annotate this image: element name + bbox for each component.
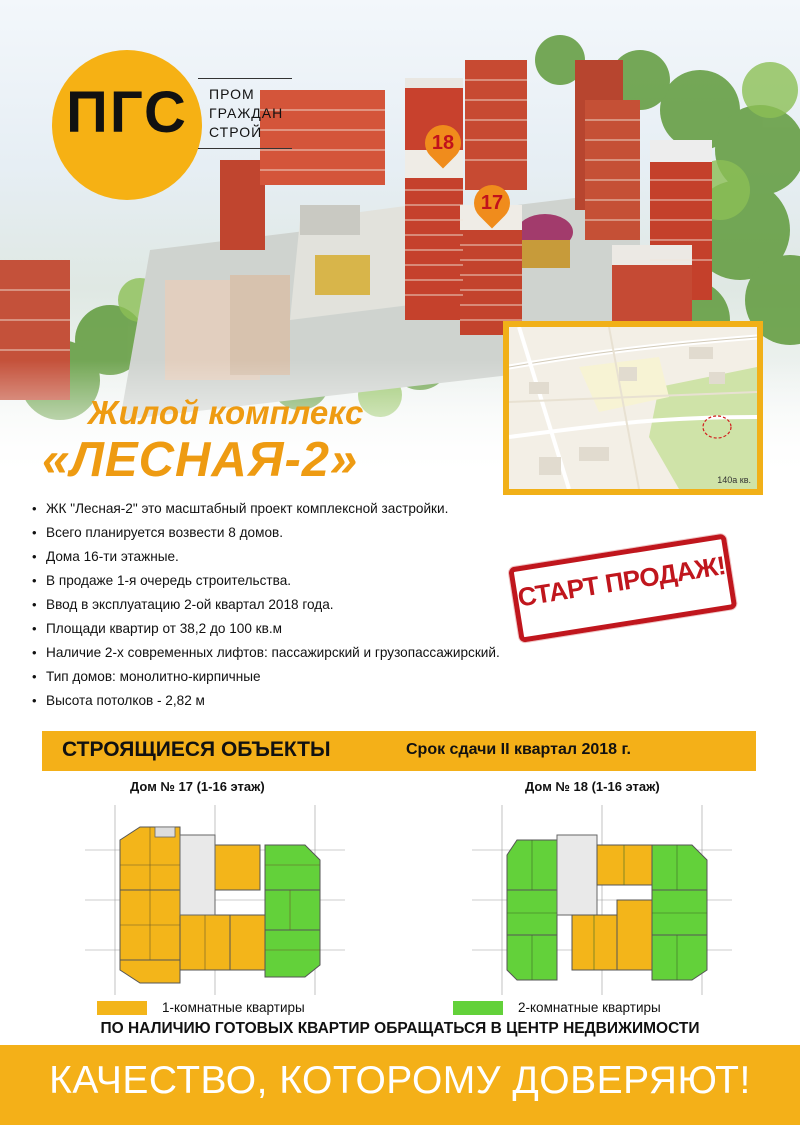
list-item: • Наличие 2-х современных лифтов: пассажирский и грузопассажирский. xyxy=(30,642,500,666)
logo-rule-top xyxy=(198,78,292,79)
map-drawing xyxy=(509,327,757,489)
slogan: КАЧЕСТВО, КОТОРОМУ ДОВЕРЯЮТ! xyxy=(49,1059,751,1102)
floor-plan-17-drawing xyxy=(85,805,345,995)
marker-label-17: 17 xyxy=(480,192,504,214)
section-banner xyxy=(42,731,756,771)
map-block-label: 140а кв. xyxy=(717,475,751,485)
legend-label-one-room: 1-комнатные квартиры xyxy=(162,1000,305,1015)
logo-line-3: СТРОЙ xyxy=(209,124,263,140)
list-item: • Площади квартир от 38,2 до 100 кв.м xyxy=(30,618,500,642)
list-item: • Всего планируется возвести 8 домов. xyxy=(30,522,500,546)
logo-line-2: ГРАЖДАН xyxy=(209,105,284,121)
title-line-1: Жилой комплекс xyxy=(88,394,364,431)
footer-banner xyxy=(0,1045,800,1125)
contact-notice: ПО НАЛИЧИЮ ГОТОВЫХ КВАРТИР ОБРАЩАТЬСЯ В ЦЕНТР НЕДВИЖИМОСТИ xyxy=(100,1020,700,1037)
list-item: • Тип домов: монолитно-кирпичные xyxy=(30,666,500,690)
list-item: • Высота потолков - 2,82 м xyxy=(30,690,500,714)
floor-plan-house-17 xyxy=(85,805,345,1000)
sales-start-stamp xyxy=(508,533,740,647)
list-item: • Ввод в эксплуатацию 2-ой квартал 2018 года. xyxy=(30,594,500,618)
stamp-text: СТАРТ ПРОДАЖ! xyxy=(515,550,728,613)
legend-swatch-one-room xyxy=(97,1001,147,1015)
legend-label-two-room: 2-комнатные квартиры xyxy=(518,1000,661,1015)
section-heading: СТРОЯЩИЕСЯ ОБЪЕКТЫ xyxy=(62,738,331,761)
list-item: • Дома 16-ти этажные. xyxy=(30,546,500,570)
list-item: • ЖК "Лесная-2" это масштабный проект комплексной застройки. xyxy=(30,498,500,522)
logo-rule-bottom xyxy=(198,148,292,149)
facts-list xyxy=(30,498,500,714)
legend-swatch-two-room xyxy=(453,1001,503,1015)
location-map xyxy=(503,321,763,495)
floor-plan-house-18 xyxy=(472,805,732,1000)
plan-title-house-17: Дом № 17 (1-16 этаж) xyxy=(130,779,265,794)
logo-mark: ПГС xyxy=(66,80,188,145)
section-deadline: Срок сдачи II квартал 2018 г. xyxy=(406,741,631,758)
title-line-2: «ЛЕСНАЯ-2» xyxy=(42,433,359,487)
floor-plan-18-drawing xyxy=(472,805,732,995)
marker-label-18: 18 xyxy=(431,132,455,154)
logo-wordmark xyxy=(209,85,283,142)
list-item: • В продаже 1-я очередь строительства. xyxy=(30,570,500,594)
logo-line-1: ПРОМ xyxy=(209,86,255,102)
plan-title-house-18: Дом № 18 (1-16 этаж) xyxy=(525,779,660,794)
